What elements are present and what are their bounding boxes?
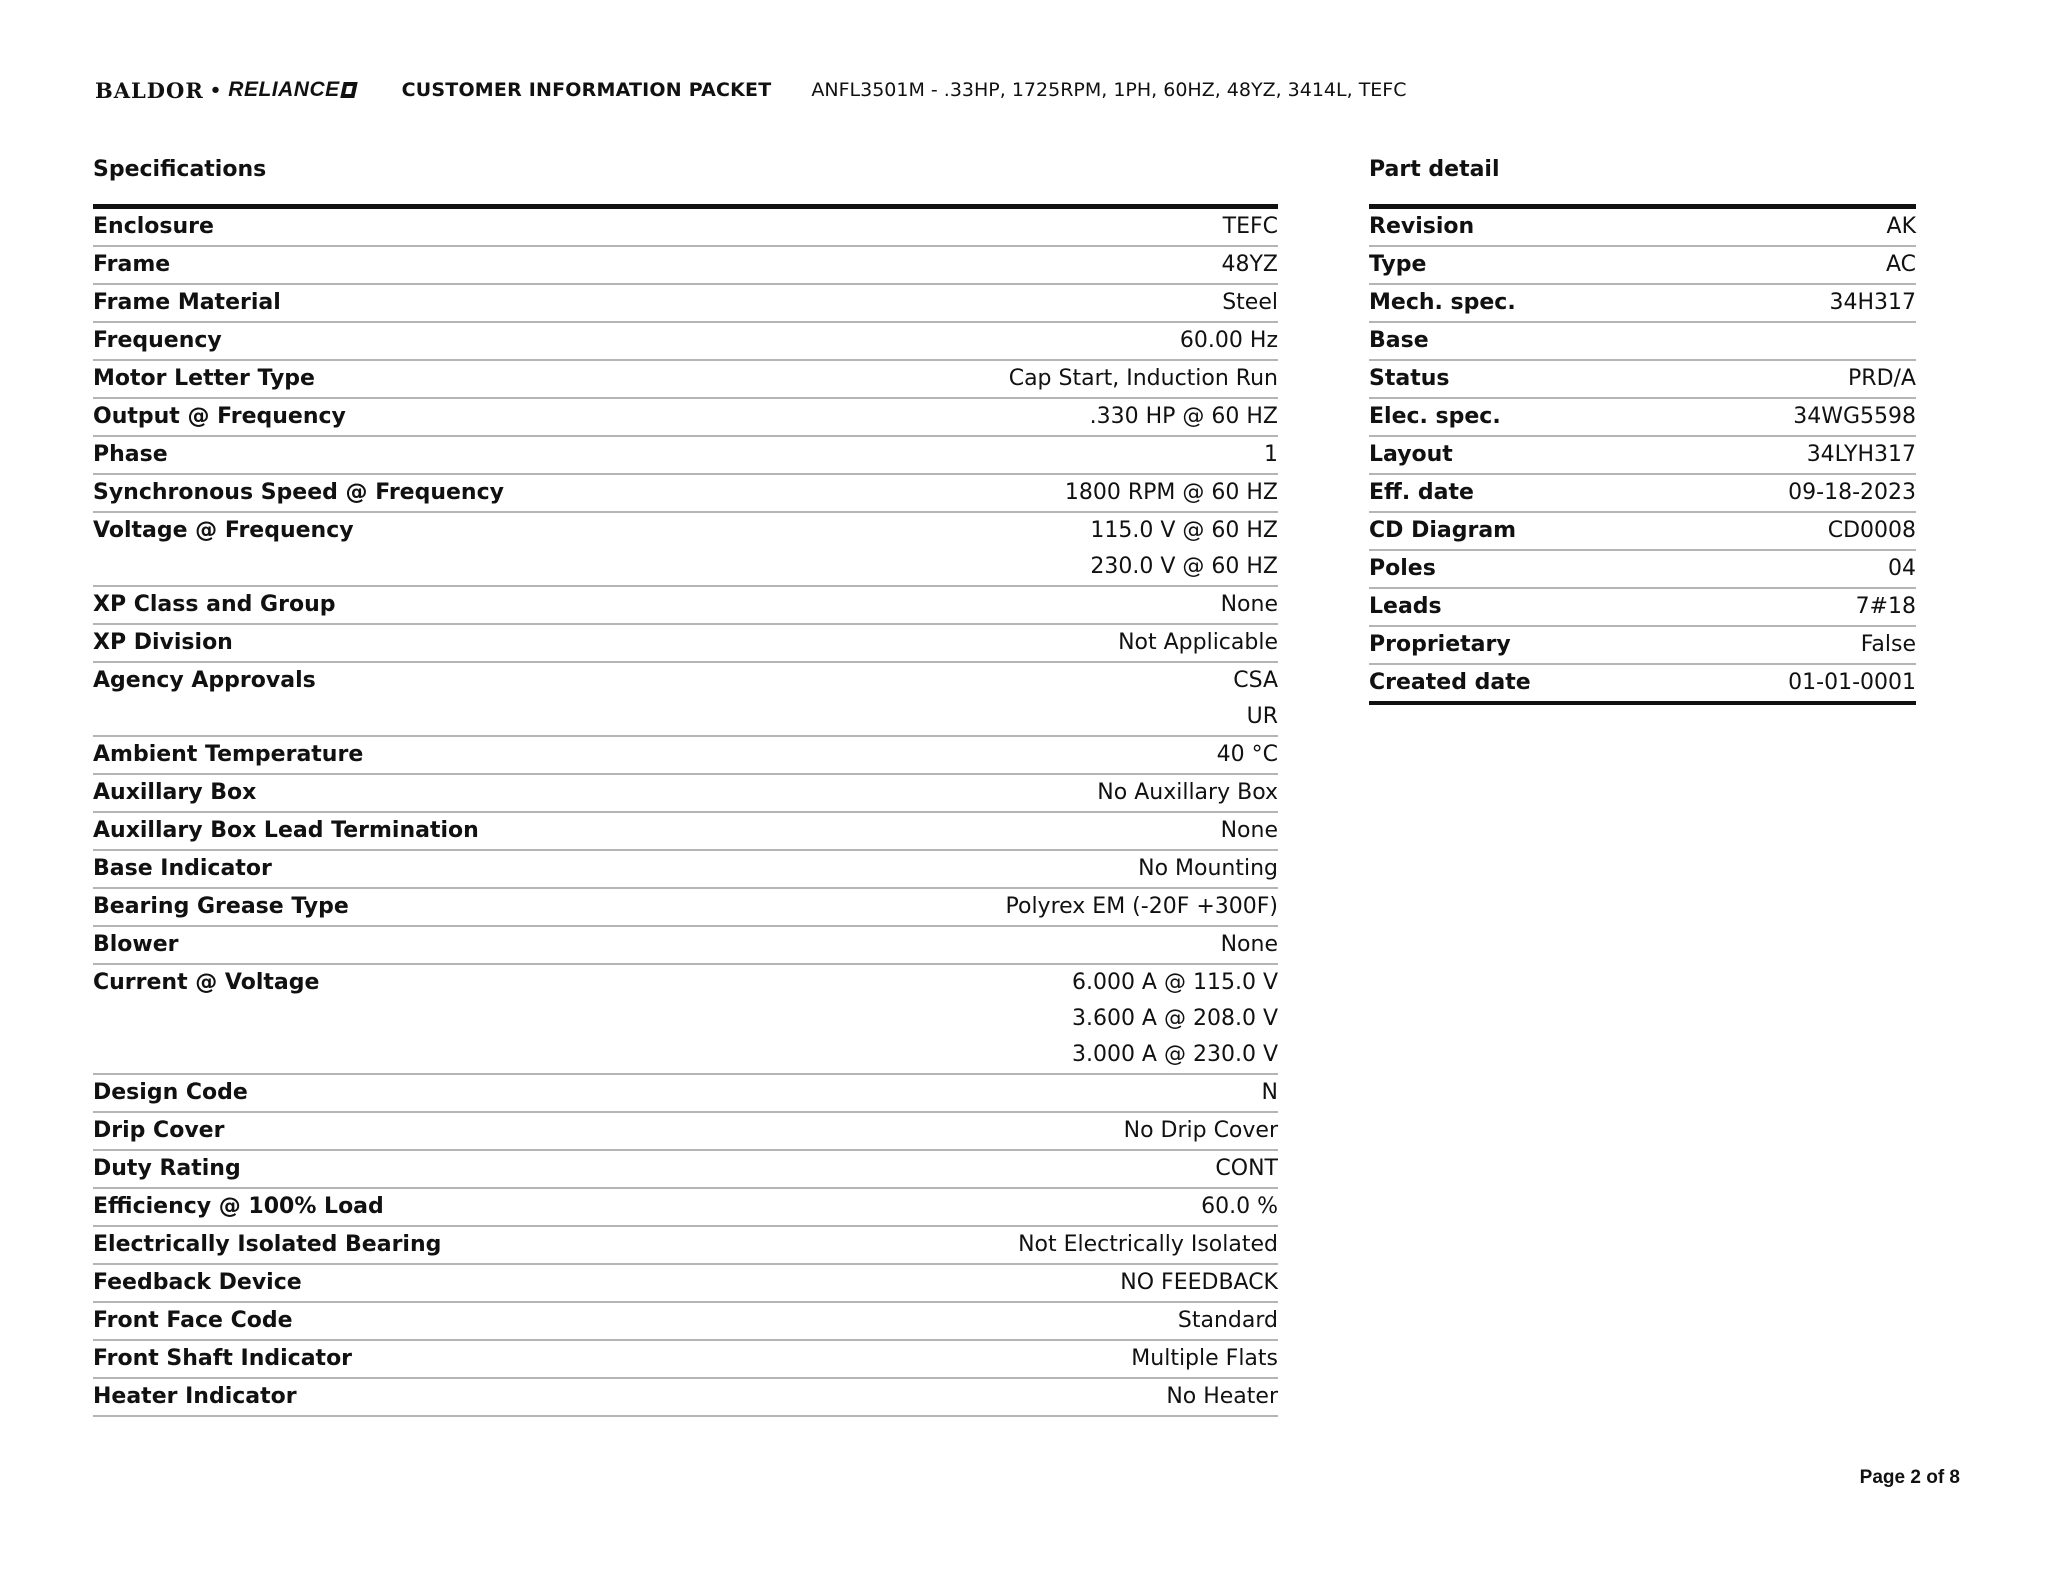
row-values <box>1131 1347 1278 1371</box>
row-value: 3.000 A @ 230.0 V <box>1071 1042 1278 1067</box>
spec-row <box>93 737 1278 775</box>
row-value: 34H317 <box>1829 290 1916 315</box>
row-values <box>1097 781 1278 805</box>
row-values <box>1138 857 1278 881</box>
row-values <box>1807 443 1916 467</box>
row-values <box>1861 633 1916 657</box>
row-label: Duty Rating <box>93 1156 241 1181</box>
row-values <box>1090 519 1278 579</box>
row-label: Eff. date <box>1369 480 1474 505</box>
spec-row <box>93 1379 1278 1417</box>
spec-row <box>93 927 1278 965</box>
spec-row <box>93 1189 1278 1227</box>
row-values <box>1264 443 1278 467</box>
part-detail-row <box>1369 513 1916 551</box>
row-values <box>1829 291 1916 315</box>
row-values <box>1221 819 1278 843</box>
row-values <box>1221 933 1278 957</box>
row-value: 60.0 % <box>1201 1194 1278 1219</box>
row-value: No Heater <box>1166 1384 1278 1409</box>
row-values <box>1215 1157 1278 1181</box>
row-values <box>1848 367 1916 391</box>
spec-row <box>93 813 1278 851</box>
row-values <box>1072 971 1278 1067</box>
spec-row <box>93 285 1278 323</box>
row-label: Blower <box>93 932 179 957</box>
part-detail-row <box>1369 475 1916 513</box>
row-label: Auxillary Box Lead Termination <box>93 818 479 843</box>
part-detail-row <box>1369 247 1916 285</box>
row-label: Ambient Temperature <box>93 742 364 767</box>
part-detail-row <box>1369 285 1916 323</box>
spec-row <box>93 663 1278 737</box>
row-values <box>1009 367 1278 391</box>
spec-row <box>93 1303 1278 1341</box>
row-label: Frequency <box>93 328 222 353</box>
row-values <box>1887 215 1916 239</box>
row-label: Frame Material <box>93 290 281 315</box>
row-value: AK <box>1886 214 1916 239</box>
row-value: Steel <box>1222 290 1278 315</box>
part-detail-table <box>1369 204 1916 705</box>
spec-row <box>93 399 1278 437</box>
row-value: 230.0 V @ 60 HZ <box>1090 554 1278 579</box>
part-detail-row <box>1369 209 1916 247</box>
row-label: Feedback Device <box>93 1270 302 1295</box>
row-value: CD0008 <box>1827 518 1916 543</box>
part-detail-row <box>1369 437 1916 475</box>
row-value: No Auxillary Box <box>1097 780 1278 805</box>
row-value: NO FEEDBACK <box>1120 1270 1278 1295</box>
row-label: Leads <box>1369 594 1442 619</box>
row-values <box>1178 1309 1278 1333</box>
spec-row <box>93 775 1278 813</box>
row-value: None <box>1220 818 1278 843</box>
logo-reliance-text: RELIANCE <box>228 78 340 101</box>
row-value: 34WG5598 <box>1793 404 1916 429</box>
spec-row <box>93 889 1278 927</box>
specifications-title: Specifications <box>93 157 267 182</box>
row-values <box>1223 215 1278 239</box>
spec-row <box>93 1151 1278 1189</box>
row-value: 6.000 A @ 115.0 V <box>1071 970 1278 995</box>
row-label: Status <box>1369 366 1450 391</box>
spec-row <box>93 475 1278 513</box>
row-values <box>1828 519 1916 543</box>
row-values <box>1886 253 1916 277</box>
row-value: 40 °C <box>1216 742 1278 767</box>
row-values <box>1217 743 1278 767</box>
row-label: Front Shaft Indicator <box>93 1346 353 1371</box>
row-values <box>1856 595 1916 619</box>
row-value: 1800 RPM @ 60 HZ <box>1064 480 1278 505</box>
row-value: 7#18 <box>1855 594 1916 619</box>
part-detail-row <box>1369 589 1916 627</box>
row-values <box>1221 253 1278 277</box>
row-values <box>1788 671 1916 695</box>
row-label: Electrically Isolated Bearing <box>93 1232 442 1257</box>
baldor-reliance-logo <box>95 78 356 103</box>
row-label: Auxillary Box <box>93 780 257 805</box>
row-value: Not Applicable <box>1118 630 1278 655</box>
spec-row <box>93 1341 1278 1379</box>
row-values <box>1262 1081 1278 1105</box>
row-label: Layout <box>1369 442 1453 467</box>
row-label: Drip Cover <box>93 1118 225 1143</box>
row-value: Not Electrically Isolated <box>1018 1232 1278 1257</box>
row-value: None <box>1220 592 1278 617</box>
specifications-table <box>93 204 1278 1417</box>
spec-row <box>93 513 1278 587</box>
row-value: AC <box>1885 252 1916 277</box>
row-label: Bearing Grease Type <box>93 894 349 919</box>
row-values <box>1120 1271 1278 1295</box>
row-value: Standard <box>1177 1308 1278 1333</box>
row-label: Agency Approvals <box>93 668 316 693</box>
row-label: Phase <box>93 442 168 467</box>
row-value: 04 <box>1888 556 1916 581</box>
spec-row <box>93 965 1278 1075</box>
row-value: N <box>1261 1080 1278 1105</box>
row-label: Synchronous Speed @ Frequency <box>93 480 504 505</box>
part-detail-row <box>1369 665 1916 701</box>
row-label: Current @ Voltage <box>93 970 320 995</box>
row-values <box>1221 593 1278 617</box>
row-label: Revision <box>1369 214 1475 239</box>
row-label: Enclosure <box>93 214 214 239</box>
row-label: Design Code <box>93 1080 248 1105</box>
row-label: Heater Indicator <box>93 1384 297 1409</box>
row-values <box>1888 557 1916 581</box>
row-label: Poles <box>1369 556 1436 581</box>
part-detail-row <box>1369 627 1916 665</box>
spec-row <box>93 625 1278 663</box>
row-label: XP Division <box>93 630 233 655</box>
spec-row <box>93 587 1278 625</box>
row-values <box>1006 895 1279 919</box>
row-value: 48YZ <box>1221 252 1278 277</box>
row-value: Multiple Flats <box>1131 1346 1278 1371</box>
row-value: Cap Start, Induction Run <box>1008 366 1278 391</box>
spec-row <box>93 437 1278 475</box>
row-values <box>1222 291 1278 315</box>
logo-baldor-text: BALDOR <box>95 77 204 103</box>
reliance-mark-icon <box>340 82 357 98</box>
part-detail-row <box>1369 551 1916 589</box>
row-values <box>1166 1385 1278 1409</box>
row-label: Proprietary <box>1369 632 1511 657</box>
row-value: 60.00 Hz <box>1179 328 1278 353</box>
row-label: Voltage @ Frequency <box>93 518 354 543</box>
row-values <box>1090 405 1278 429</box>
row-values <box>1201 1195 1278 1219</box>
row-values <box>1124 1119 1278 1143</box>
row-value: TEFC <box>1222 214 1278 239</box>
row-value: No Drip Cover <box>1123 1118 1278 1143</box>
row-values <box>1788 481 1916 505</box>
part-detail-row <box>1369 361 1916 399</box>
row-label: Efficiency @ 100% Load <box>93 1194 384 1219</box>
row-value: 115.0 V @ 60 HZ <box>1090 518 1278 543</box>
spec-row <box>93 247 1278 285</box>
document-type: CUSTOMER INFORMATION PACKET <box>401 79 772 101</box>
spec-row <box>93 851 1278 889</box>
row-values <box>1118 631 1278 655</box>
spec-row <box>93 323 1278 361</box>
logo-separator: • <box>209 79 223 101</box>
row-values <box>1065 481 1278 505</box>
part-detail-title: Part detail <box>1369 157 1500 182</box>
row-value: PRD/A <box>1848 366 1916 391</box>
row-value: .330 HP @ 60 HZ <box>1089 404 1278 429</box>
row-value: 1 <box>1264 442 1278 467</box>
row-value: 01-01-0001 <box>1788 670 1916 695</box>
row-label: Base Indicator <box>93 856 272 881</box>
row-label: Created date <box>1369 670 1531 695</box>
spec-row <box>93 1227 1278 1265</box>
row-values <box>1018 1233 1278 1257</box>
row-value: UR <box>1246 704 1278 729</box>
page-header <box>95 72 1988 108</box>
row-label: Output @ Frequency <box>93 404 346 429</box>
row-value: None <box>1220 932 1278 957</box>
row-label: Base <box>1369 328 1429 353</box>
spec-row <box>93 1113 1278 1151</box>
row-values <box>1233 669 1278 729</box>
row-values <box>1180 329 1278 353</box>
row-values <box>1793 405 1916 429</box>
product-description: ANFL3501M - .33HP, 1725RPM, 1PH, 60HZ, 48YZ, 3414L, TEFC <box>811 79 1407 101</box>
row-label: Frame <box>93 252 171 277</box>
row-value: CSA <box>1233 668 1278 693</box>
spec-row <box>93 1075 1278 1113</box>
row-label: Motor Letter Type <box>93 366 315 391</box>
row-value: False <box>1860 632 1916 657</box>
spec-row <box>93 209 1278 247</box>
row-label: CD Diagram <box>1369 518 1517 543</box>
part-detail-row <box>1369 399 1916 437</box>
row-label: Type <box>1369 252 1427 277</box>
spec-row <box>93 361 1278 399</box>
page-number: Page 2 of 8 <box>1859 1467 1960 1488</box>
row-value: Polyrex EM (-20F +300F) <box>1005 894 1278 919</box>
row-label: XP Class and Group <box>93 592 336 617</box>
row-value: No Mounting <box>1138 856 1278 881</box>
row-value: CONT <box>1215 1156 1278 1181</box>
part-detail-row <box>1369 323 1916 361</box>
row-value: 09-18-2023 <box>1788 480 1916 505</box>
row-label: Mech. spec. <box>1369 290 1516 315</box>
spec-row <box>93 1265 1278 1303</box>
row-value: 34LYH317 <box>1806 442 1916 467</box>
row-value: 3.600 A @ 208.0 V <box>1071 1006 1278 1031</box>
row-label: Elec. spec. <box>1369 404 1501 429</box>
row-label: Front Face Code <box>93 1308 293 1333</box>
